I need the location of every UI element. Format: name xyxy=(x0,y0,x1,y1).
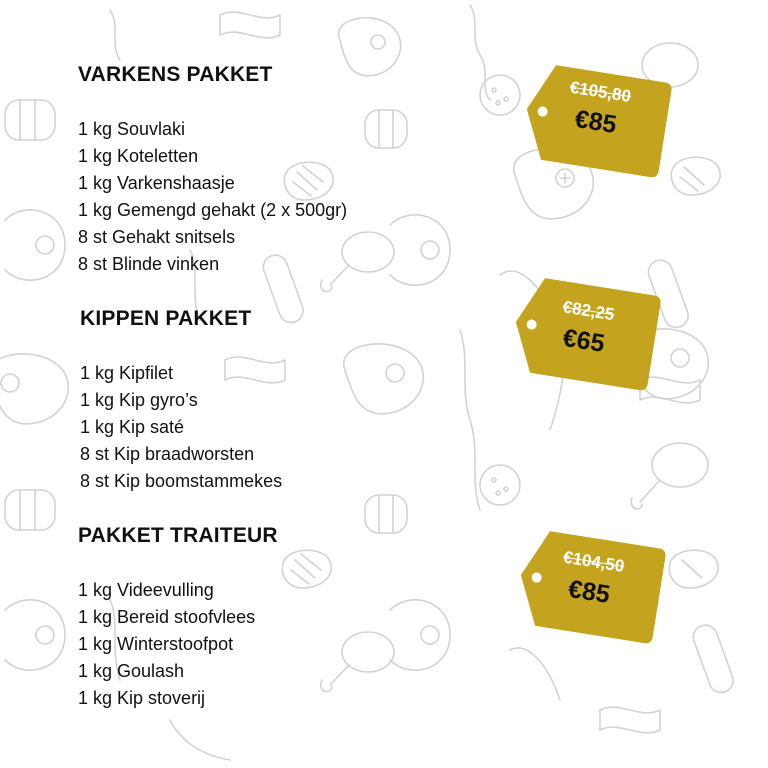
old-price: €82,25 xyxy=(561,297,616,325)
list-item: 8 st Blinde vinken xyxy=(78,254,220,274)
package-item-list xyxy=(78,116,347,278)
old-price: €105,80 xyxy=(568,77,633,107)
salami-icon xyxy=(480,465,520,505)
drumstick-icon xyxy=(631,443,708,509)
package-title: VARKENS PAKKET xyxy=(78,63,273,86)
list-item: 1 kg Kip stoverij xyxy=(78,688,206,708)
list-item: 1 kg Winterstoofpot xyxy=(78,634,234,654)
drumstick-icon xyxy=(321,632,394,692)
bacon-icon xyxy=(600,707,660,733)
package-kippen xyxy=(80,306,282,495)
bacon-icon xyxy=(220,12,280,38)
new-price: €85 xyxy=(572,104,619,140)
list-item: 8 st Kip boomstammekes xyxy=(80,471,283,491)
ham-icon xyxy=(5,600,65,670)
ham-icon xyxy=(5,210,65,280)
list-item: 1 kg Kip gyro’s xyxy=(80,390,198,410)
roast-icon xyxy=(5,490,55,530)
grilled-steak-icon xyxy=(671,157,720,195)
steak-icon xyxy=(344,344,424,414)
package-item-list xyxy=(80,360,282,495)
roast-icon xyxy=(5,100,55,140)
chorizo-icon xyxy=(690,622,736,696)
list-item: 1 kg Kipfilet xyxy=(80,363,174,383)
roast-icon xyxy=(365,110,407,148)
grilled-steak-icon xyxy=(282,550,331,588)
new-price: €65 xyxy=(560,323,607,358)
package-title: KIPPEN PAKKET xyxy=(80,307,252,330)
list-item: 1 kg Videevulling xyxy=(78,580,214,600)
list-item: 1 kg Kip saté xyxy=(80,417,185,437)
list-item: 1 kg Souvlaki xyxy=(78,119,186,139)
package-varkens xyxy=(78,62,347,278)
package-traiteur xyxy=(78,523,278,712)
list-item: 1 kg Gemengd gehakt (2 x 500gr) xyxy=(78,200,348,220)
ham-icon xyxy=(390,600,450,670)
steak-icon xyxy=(338,18,400,76)
grilled-steak-icon xyxy=(669,550,718,588)
list-item: 8 st Kip braadworsten xyxy=(80,444,255,464)
list-item: 1 kg Bereid stoofvlees xyxy=(78,607,256,627)
old-price: €104,50 xyxy=(561,547,626,576)
list-item: 8 st Gehakt snitsels xyxy=(78,227,236,247)
list-item: 1 kg Goulash xyxy=(78,661,185,681)
package-title: PAKKET TRAITEUR xyxy=(78,524,278,547)
list-item: 1 kg Varkenshaasje xyxy=(78,173,235,193)
list-item: 1 kg Koteletten xyxy=(78,146,199,166)
new-price: €85 xyxy=(566,574,612,610)
package-item-list xyxy=(78,577,278,712)
ham-icon xyxy=(390,215,450,285)
roast-icon xyxy=(365,495,407,533)
steak-icon xyxy=(0,354,68,424)
